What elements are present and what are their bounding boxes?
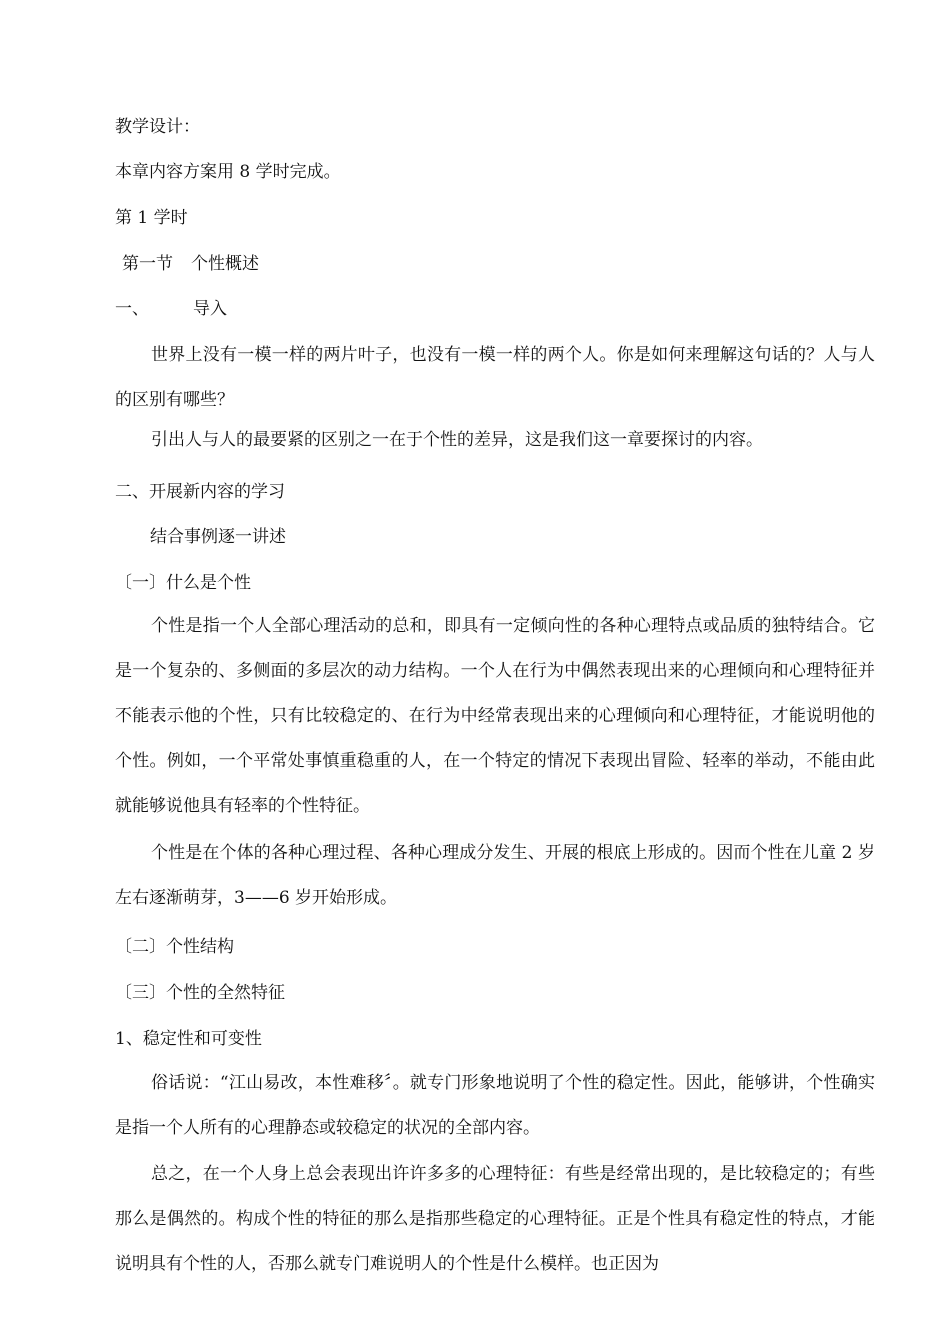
part1-title: 导入 bbox=[193, 299, 227, 319]
section-number: 第一节 bbox=[122, 254, 173, 274]
plan-line: 本章内容方案用 8 学时完成。 bbox=[115, 162, 341, 182]
lead-paragraph: 引出人与人的最要紧的区别之一在于个性的差异，这是我们这一章要探讨的内容。 bbox=[151, 430, 763, 450]
part1-heading bbox=[115, 298, 227, 320]
design-heading: 教学设计： bbox=[115, 117, 200, 137]
method-line: 结合事例逐一讲述 bbox=[150, 527, 286, 547]
point1-paragraph-2: 总之，在一个人身上总会表现出许许多多的心理特征：有些是经常出现的，是比较稳定的；有些那么是偶然的。构成个性的特征的那么是指那些稳定的心理特征。正是个性具有稳定性的特点，才能说明具有个性的人，否那么就专门难说明人的个性是什么模样。也正因为 bbox=[115, 1164, 875, 1274]
part2-heading: 二、开展新内容的学习 bbox=[115, 482, 285, 502]
lesson-line: 第 1 学时 bbox=[115, 208, 188, 228]
sub1-paragraph-1: 个性是指一个人全部心理活动的总和，即具有一定倾向性的各种心理特点或品质的独特结合。它是一个复杂的、多侧面的多层次的动力结构。一个人在行为中偶然表现出来的心理倾向和心理特征并不能表示他的个性，只有比较稳定的、在行为中经常表现出来的心理倾向和心理特征，才能说明他的个性。例如，一个平常处事慎重稳重的人，在一个特定的情况下表现出冒险、轻率的举动，不能由此就能够说他具有轻率的个性特征。 bbox=[115, 616, 875, 816]
section-title: 个性概述 bbox=[191, 254, 259, 274]
sub3-heading: 〔三〕个性的全然特征 bbox=[115, 983, 285, 1003]
point1-heading: 1、稳定性和可变性 bbox=[115, 1029, 262, 1049]
part1-number: 一、 bbox=[115, 299, 149, 319]
intro-paragraph: 世界上没有一模一样的两片叶子，也没有一模一样的两个人。你是如何来理解这句话的？人与人的区别有哪些？ bbox=[115, 345, 875, 410]
section-heading bbox=[122, 253, 259, 275]
sub1-heading: 〔一〕什么是个性 bbox=[115, 573, 251, 593]
sub1-paragraph-2: 个性是在个体的各种心理过程、各种心理成分发生、开展的根底上形成的。因而个性在儿童 2 岁左右逐渐萌芽，3——6 岁开始形成。 bbox=[115, 843, 875, 908]
sub2-heading: 〔二〕个性结构 bbox=[115, 937, 234, 957]
point1-paragraph-1: 俗话说：“江山易改，本性难移〞。就专门形象地说明了个性的稳定性。因此，能够讲，个性确实是指一个人所有的心理静态或较稳定的状况的全部内容。 bbox=[115, 1073, 875, 1138]
